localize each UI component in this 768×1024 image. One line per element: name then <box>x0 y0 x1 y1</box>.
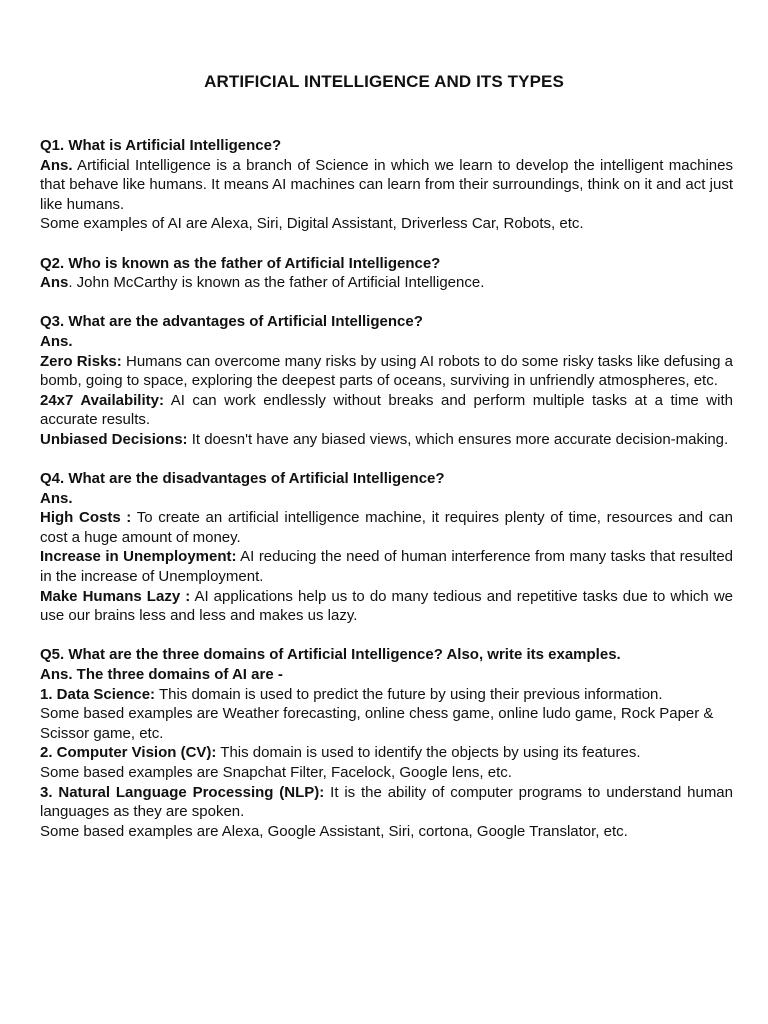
page-title: ARTIFICIAL INTELLIGENCE AND ITS TYPES <box>204 72 564 91</box>
answer-5-label: Ans. The three domains of AI are - <box>40 666 283 684</box>
domain-item <box>40 743 733 763</box>
advantage-label: 24x7 Availability: <box>40 391 164 409</box>
advantage-text: AI can work endlessly without breaks and perform multiple tasks at a time with accurate results. <box>40 391 733 429</box>
disadvantage-item <box>40 508 733 547</box>
question-3: Q3. What are the advantages of Artificial Intelligence? <box>40 313 423 331</box>
advantage-text: It doesn't have any biased views, which ensures more accurate decision-making. <box>187 430 729 448</box>
advantage-item <box>40 430 733 450</box>
disadvantage-text: To create an artificial intelligence machine, it requires plenty of time, resources and can cost a huge amount of money. <box>40 509 733 546</box>
advantage-label: Unbiased Decisions: <box>40 430 188 448</box>
disadvantage-text: AI applications help us to do many tedious and repetitive tasks due to which we use our brains less and less and makes us lazy. <box>40 587 734 625</box>
answer-1-label: Ans. <box>40 156 73 174</box>
document-body <box>40 136 733 841</box>
question-2: Q2. Who is known as the father of Artificial Intelligence? <box>40 254 441 272</box>
question-1: Q1. What is Artificial Intelligence? <box>40 137 282 154</box>
advantage-item <box>40 352 733 391</box>
answer-2-text: . John McCarthy is known as the father of Artificial Intelligence. <box>68 274 485 292</box>
answer-1-examples: Some examples of AI are Alexa, Siri, Digital Assistant, Driverless Car, Robots, etc. <box>40 215 584 233</box>
advantage-text: Humans can overcome many risks by using AI robots to do some risky tasks like defusing a bomb, going to space, exploring the deepest parts of oceans, surviving in unfriendly atmospheres, etc. <box>40 352 734 390</box>
question-4: Q4. What are the disadvantages of Artificial Intelligence? <box>40 470 445 488</box>
answer-4-label: Ans. <box>40 489 73 507</box>
answer-2 <box>40 273 733 293</box>
disadvantage-label: High Costs : <box>40 509 132 527</box>
domain-item <box>40 783 733 822</box>
domain-item <box>40 685 733 705</box>
domain-examples: Some based examples are Snapchat Filter, Facelock, Google lens, etc. <box>40 764 512 781</box>
domain-text: This domain is used to predict the future by using their previous information. <box>155 685 663 703</box>
disadvantage-text: AI reducing the need of human interference from many tasks that resulted in the increase of Unemployment. <box>40 548 733 586</box>
domain-examples: Some based examples are Weather forecasting, online chess game, online ludo game, Rock Paper & Scissor game, etc. <box>40 705 714 742</box>
disadvantage-item <box>40 587 733 626</box>
advantage-item <box>40 391 733 430</box>
answer-1-text: Artificial Intelligence is a branch of Science in which we learn to develop the intelligent machines that behave like humans. It means AI machines can learn from their surroundings, think on it and act just like humans. <box>40 156 733 213</box>
answer-3-label: Ans. <box>40 332 73 350</box>
disadvantage-label: Make Humans Lazy : <box>40 587 191 605</box>
answer-1 <box>40 156 733 215</box>
domain-text: It is the ability of computer programs to understand human languages as they are spoken. <box>40 783 733 821</box>
domain-text: This domain is used to identify the objects by using its features. <box>216 744 641 762</box>
domain-label: 3. Natural Language Processing (NLP): <box>40 783 325 801</box>
disadvantage-item <box>40 547 733 586</box>
domain-label: 1. Data Science: <box>40 685 156 703</box>
advantage-label: Zero Risks: <box>40 352 122 370</box>
question-5: Q5. What are the three domains of Artificial Intelligence? Also, write its examples. <box>40 646 621 664</box>
answer-2-label: Ans <box>40 274 69 292</box>
domain-label: 2. Computer Vision (CV): <box>40 744 217 762</box>
disadvantage-label: Increase in Unemployment: <box>40 548 237 566</box>
domain-examples: Some based examples are Alexa, Google Assistant, Siri, cortona, Google Translator, etc. <box>40 822 628 840</box>
